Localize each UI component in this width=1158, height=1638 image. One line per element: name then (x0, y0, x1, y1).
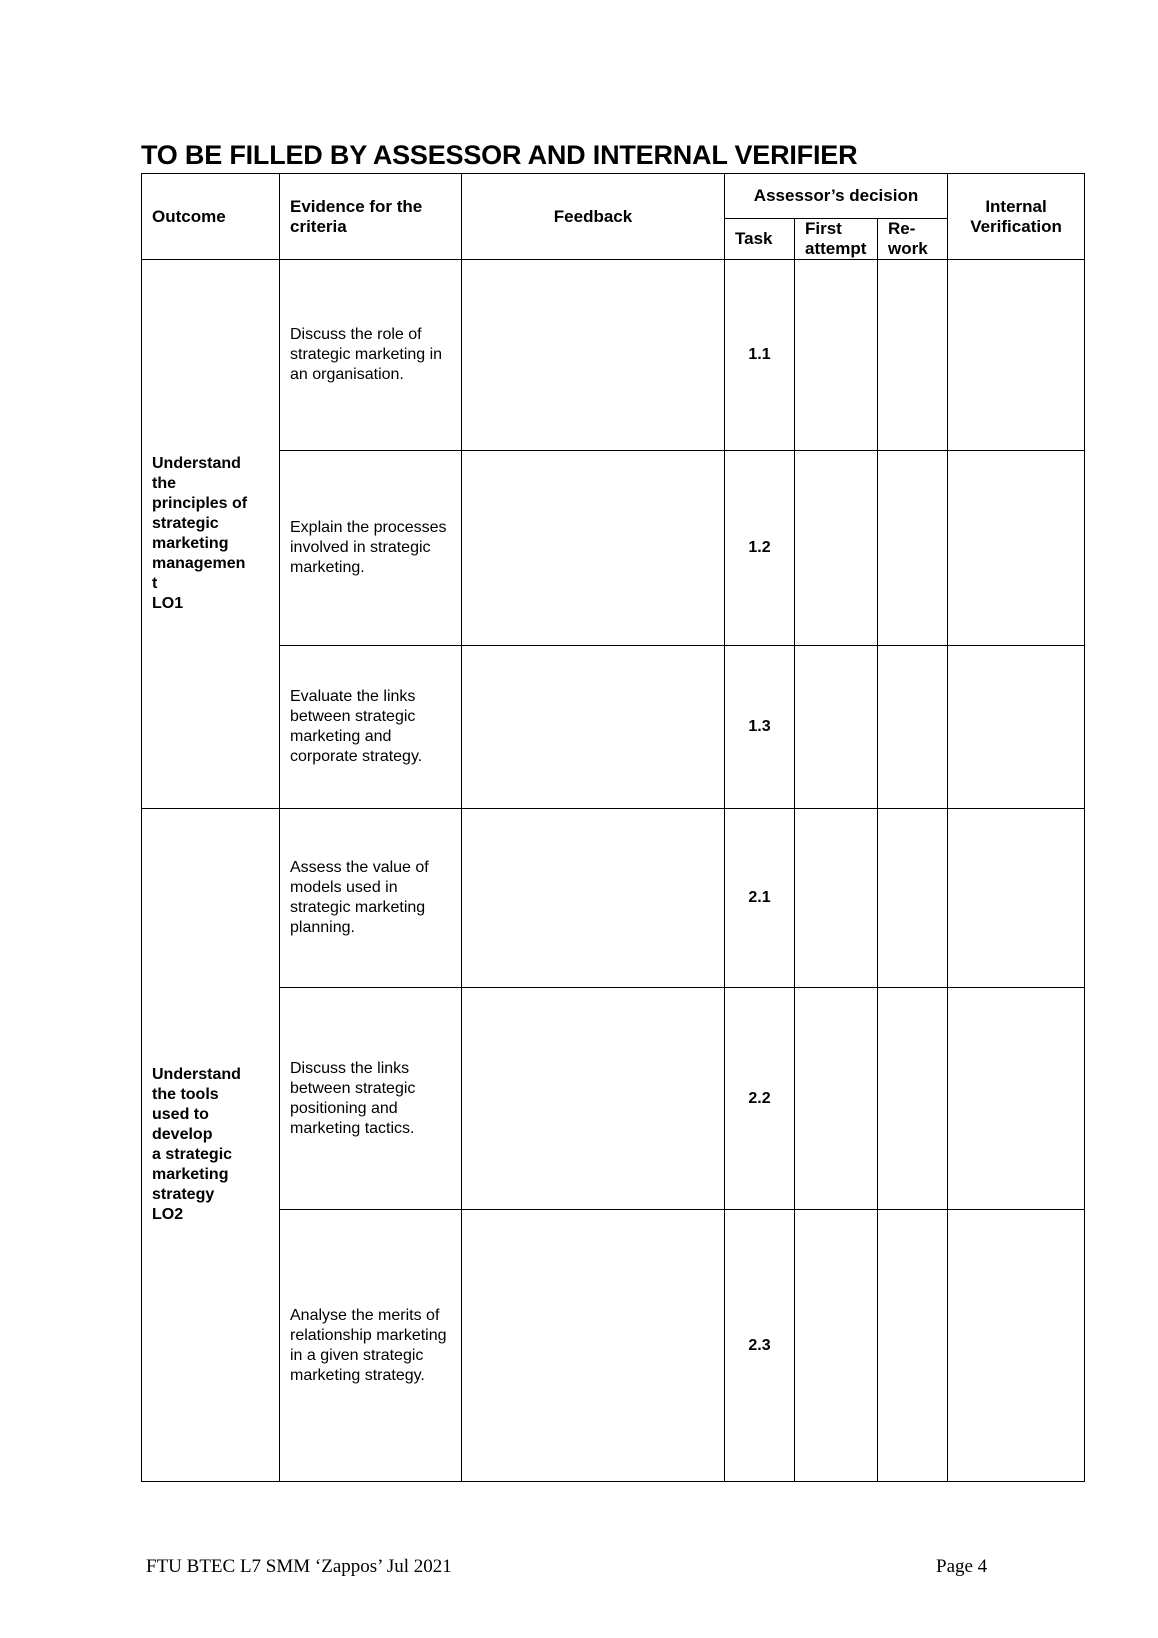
first-attempt-cell[interactable] (795, 988, 878, 1210)
outcome-code: LO2 (152, 1206, 184, 1223)
table-row (142, 988, 1085, 1210)
header-internal-verification: Internal Verification (948, 174, 1085, 260)
internal-verification-cell[interactable] (948, 451, 1085, 646)
task-cell: 2.1 (725, 809, 795, 988)
first-attempt-cell[interactable] (795, 809, 878, 988)
task-cell: 1.1 (725, 260, 795, 451)
outcome-lo1 (142, 260, 280, 809)
outcome-line: Understand (152, 455, 241, 472)
internal-verification-cell[interactable] (948, 646, 1085, 809)
evidence-cell: Discuss the role of strategic marketing in an organisation. (280, 260, 462, 451)
rework-cell[interactable] (878, 988, 948, 1210)
header-evidence: Evidence for the criteria (280, 174, 462, 260)
feedback-cell[interactable] (462, 988, 725, 1210)
task-cell: 1.3 (725, 646, 795, 809)
feedback-cell[interactable] (462, 451, 725, 646)
task-cell: 2.2 (725, 988, 795, 1210)
first-attempt-cell[interactable] (795, 646, 878, 809)
task-cell: 1.2 (725, 451, 795, 646)
header-rework: Re-work (878, 219, 948, 260)
outcome-line: a strategic (152, 1146, 233, 1163)
outcome-line: Understand (152, 1066, 241, 1083)
header-first-attempt: First attempt (795, 219, 878, 260)
page-title: TO BE FILLED BY ASSESSOR AND INTERNAL VERIFIER (141, 140, 858, 170)
outcome-line: principles of (152, 495, 248, 512)
rework-cell[interactable] (878, 1210, 948, 1482)
feedback-cell[interactable] (462, 646, 725, 809)
internal-verification-cell[interactable] (948, 809, 1085, 988)
outcome-line: strategic (152, 515, 219, 532)
header-assessor-decision: Assessor’s decision (725, 174, 948, 219)
outcome-line: used to (152, 1106, 209, 1123)
table-row (142, 809, 1085, 988)
first-attempt-cell[interactable] (795, 260, 878, 451)
outcome-line: strategy (152, 1186, 215, 1203)
outcome-line: develop (152, 1126, 213, 1143)
internal-verification-cell[interactable] (948, 988, 1085, 1210)
rework-cell[interactable] (878, 451, 948, 646)
header-feedback: Feedback (462, 174, 725, 260)
feedback-cell[interactable] (462, 260, 725, 451)
feedback-cell[interactable] (462, 1210, 725, 1482)
evidence-cell: Discuss the links between strategic positioning and marketing tactics. (280, 988, 462, 1210)
footer-document-id: FTU BTEC L7 SMM ‘Zappos’ Jul 2021 (146, 1556, 452, 1577)
rework-cell[interactable] (878, 646, 948, 809)
outcome-line: t (152, 575, 158, 592)
table-row (142, 1210, 1085, 1482)
outcome-line: managemen (152, 555, 246, 572)
header-outcome: Outcome (142, 174, 280, 260)
evidence-cell: Evaluate the links between strategic marketing and corporate strategy. (280, 646, 462, 809)
header-task: Task (725, 219, 795, 260)
internal-verification-cell[interactable] (948, 1210, 1085, 1482)
evidence-cell: Assess the value of models used in strategic marketing planning. (280, 809, 462, 988)
first-attempt-cell[interactable] (795, 1210, 878, 1482)
footer-page-number: Page 4 (936, 1556, 988, 1577)
feedback-cell[interactable] (462, 809, 725, 988)
task-cell: 2.3 (725, 1210, 795, 1482)
assessment-table (141, 173, 1085, 1482)
table-row (142, 451, 1085, 646)
first-attempt-cell[interactable] (795, 451, 878, 646)
outcome-line: marketing (152, 1166, 229, 1183)
outcome-code: LO1 (152, 595, 184, 612)
evidence-cell: Explain the processes involved in strategic marketing. (280, 451, 462, 646)
table-row (142, 260, 1085, 451)
outcome-line: the tools (152, 1086, 219, 1103)
outcome-lo2 (142, 809, 280, 1482)
evidence-cell: Analyse the merits of relationship marketing in a given strategic marketing strategy. (280, 1210, 462, 1482)
outcome-line: the (152, 475, 176, 492)
internal-verification-cell[interactable] (948, 260, 1085, 451)
rework-cell[interactable] (878, 260, 948, 451)
rework-cell[interactable] (878, 809, 948, 988)
outcome-line: marketing (152, 535, 229, 552)
table-row (142, 646, 1085, 809)
